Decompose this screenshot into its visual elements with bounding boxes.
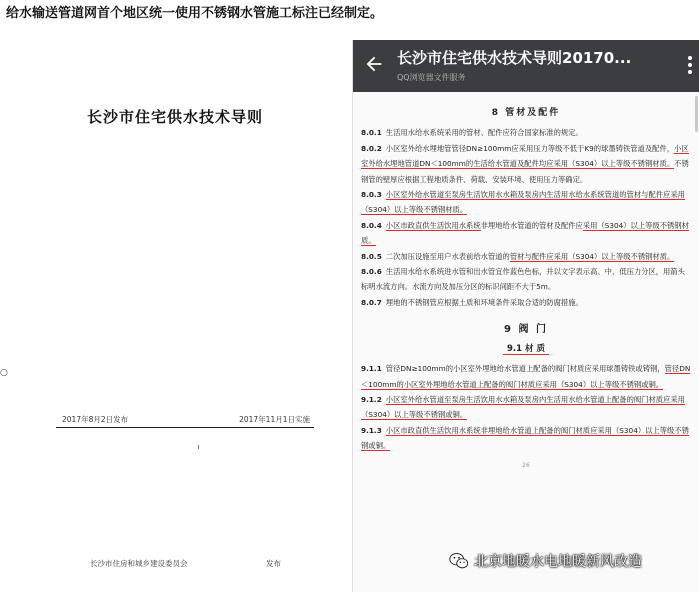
clause-number: 8.0.5 xyxy=(361,251,382,261)
clause-text: 埋地的不锈钢管应根据土质和环境条件采取合适的防腐措施。 xyxy=(385,297,583,307)
clause-text: 二次加压设施至用户水表前给水管道的 xyxy=(385,251,510,261)
clause-8-0-6 xyxy=(361,264,691,295)
clause-number: 8.0.6 xyxy=(361,267,382,277)
document-source: QQ浏览器文件服务 xyxy=(397,73,466,82)
document-title: 长沙市住宅供水技术导则20170... xyxy=(397,49,632,67)
highlighted-text: 小区市政直供生活饮用水系统非埋地给水管道上配备的阀门材质应采用（S304）以上等级不锈钢或铜。 xyxy=(361,425,689,451)
clause-9-1-3 xyxy=(361,423,691,454)
clause-number: 9.1.2 xyxy=(361,394,382,404)
page-number: 26 xyxy=(522,461,530,469)
clause-number: 8.0.1 xyxy=(361,128,382,138)
implement-date: 2017年11月1日实施 xyxy=(239,415,310,424)
back-arrow-icon[interactable] xyxy=(363,53,385,75)
clause-8-0-4 xyxy=(361,218,691,249)
phone-document-viewer xyxy=(352,40,699,592)
app-bar xyxy=(353,40,699,92)
clause-8-0-5 xyxy=(361,249,691,264)
issue-label: 发布 xyxy=(266,559,281,568)
highlighted-text: 管径DN＜100mm的小区室外埋地给水管道上配备的阀门材质应采用（S304）以上等级不锈钢或铜。 xyxy=(361,364,691,389)
cover-title: 长沙市住宅供水技术导则 xyxy=(86,108,263,126)
bullet-dot: ○ xyxy=(0,368,8,378)
watermark-text: 北京地暖水电地暖新风改造 xyxy=(474,554,642,570)
top-caption: 给水输送管道网首个地区统一使用不锈钢水管施工标注已经制定。 xyxy=(6,6,384,21)
issuer: 长沙市住房和城乡建设委员会 xyxy=(90,559,188,568)
highlighted-text: 小区室外给水管道至泵房生活饮用水水箱及泵房内生活用水给水管道上配备的阀门材质应采用（S304）以上等级不锈钢或铜。 xyxy=(361,394,685,420)
clause-number: 9.1.3 xyxy=(361,425,382,435)
clause-8-0-7 xyxy=(361,295,691,310)
cover-divider xyxy=(56,427,314,428)
clause-number: 8.0.7 xyxy=(361,297,382,307)
highlighted-text: 采用（S304）以上等级不锈钢材质。 xyxy=(361,220,689,246)
clause-number: 8.0.2 xyxy=(361,143,382,153)
clause-8-0-2 xyxy=(361,141,691,187)
clause-number: 8.0.3 xyxy=(361,190,382,200)
clause-text: 不锈钢管的壁厚应根据工程地质条件、荷载、安装环境、使用压力等确定。 xyxy=(361,159,689,184)
highlighted-text: 小区室外给水埋地管道DN＜100mm的生活给水管道及配件均应采用（S304）以上等级不锈钢材质。 xyxy=(361,143,689,169)
publish-date: 2017年8月2日发布 xyxy=(62,415,129,424)
clause-text: 生活用水给水系统采用的管材、配件应符合国家标准的规定。 xyxy=(385,128,583,138)
clause-9-1-2 xyxy=(361,392,691,423)
scrollbar[interactable] xyxy=(695,96,698,132)
clause-number: 8.0.4 xyxy=(361,220,382,230)
watermark xyxy=(448,548,642,574)
clause-9-1-1 xyxy=(361,361,691,392)
clause-8-0-1 xyxy=(361,125,691,140)
document-cover-page xyxy=(16,40,334,590)
clause-8-0-3 xyxy=(361,187,691,218)
clause-text: 管径DN≥100mm的小区室外埋地给水管道上配备的阀门材质应采用球墨铸铁或铸钢， xyxy=(385,364,665,374)
section-8-heading: 8 管材及配件 xyxy=(491,108,561,118)
more-options-icon[interactable] xyxy=(687,54,693,76)
highlighted-text: 小区市政直供生活饮用水系统 xyxy=(385,220,481,230)
clause-text: 生活用水给水系统进水管和出水管宜作蓝色色标，并以文字表示高、中、低压力分区，用箭头标明水流方向。水流方向及加压分区的标识间距不大于5m。 xyxy=(361,267,685,292)
subsection-9-1-heading xyxy=(361,342,691,357)
document-content xyxy=(361,92,691,592)
highlighted-text: 小区室外给水管道至泵房生活饮用水水箱及泵房内生活用水给水系统管道的管材与配件应采用（S304）以上等级不锈钢材质。 xyxy=(361,190,685,215)
highlighted-text: 管材与配件应采用（S304）以上等级不锈钢材质。 xyxy=(509,251,675,261)
subsection-title: 9.1 材 质 xyxy=(503,344,549,355)
wechat-icon xyxy=(448,550,470,572)
section-9-heading: 9 阀 门 xyxy=(504,324,548,336)
cover-mark xyxy=(198,445,199,449)
clause-number: 9.1.1 xyxy=(361,364,382,374)
clause-text: 非埋地给水管道的管材及配件应 xyxy=(480,220,583,230)
clause-text: 小区室外给水埋地管管径DN≥100mm应采用压力等级不低于K9的球墨铸铁管道及配件， xyxy=(385,143,675,153)
